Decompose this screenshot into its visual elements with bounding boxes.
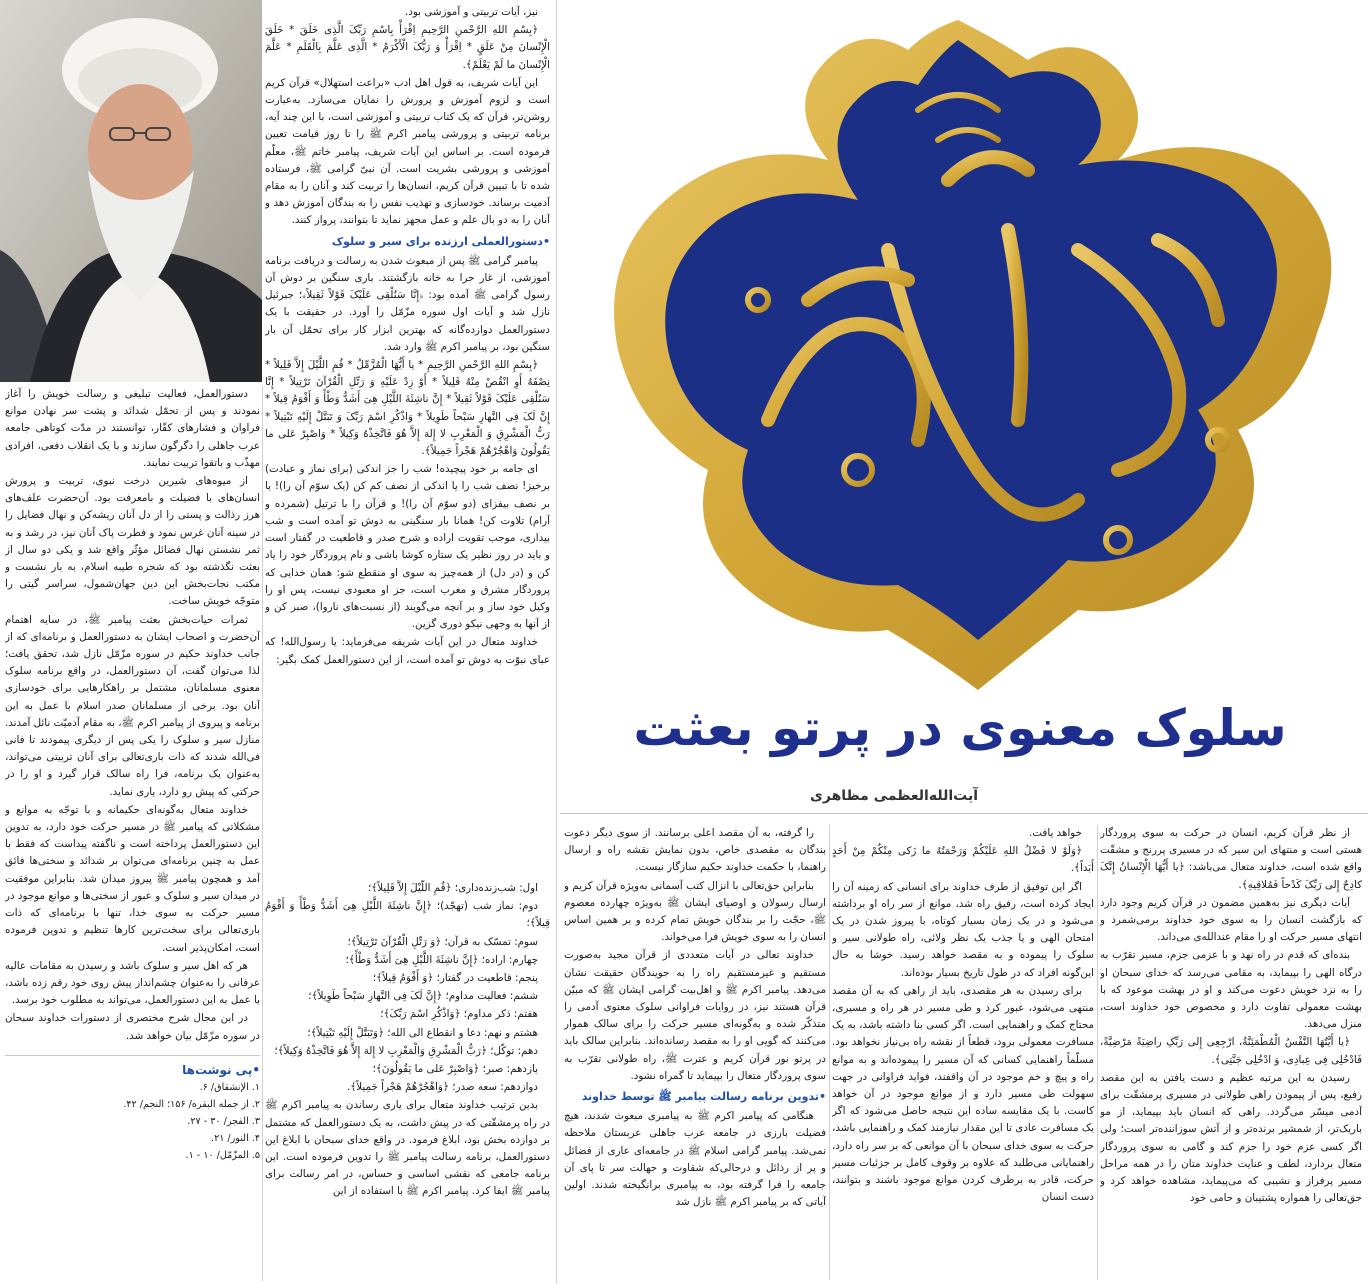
paragraph: بنده‌ای که قدم در راه نهد و با عزمی جزم، مسیر تقرّب به درگاه الهی را بپیماید، به مقامی می‌رسد که خدای سبحان او را به نزد خویش دعوت می‌کند و او در بهشت موعود که با بهشت معمولی تفاوت دارد و مخصوص خود خداوند است، منزل می‌دهد. [1100,949,1362,1031]
list-item: اول: شب‌زنده‌داری؛ ﴿قُمِ اللَّیْلَ إِلاَّ قَلِیلاً﴾؛ [367,882,538,894]
footnotes-heading: • پی نوشت‌ها [5,1055,260,1079]
paragraph: در این مجال شرح مختصری از دستورات خداوند سبحان در سوره مزّمّل بیان خواهد شد. [5,1012,260,1042]
article-title: سلوک معنوی در پرتو بعثت [633,699,1287,757]
footnote: ۳. الفجر/ ۳۰ - ۲۷. [187,1115,260,1127]
paragraph: هر که اهل سیر و سلوک باشد و رسیدن به مقامات عالیه عرفانی را به‌عنوان چشم‌انداز پیش روی خود رقم زده باشد، با عمل به این دستورالعمل، می‌تواند به مطلوب خود برسد. [5,959,260,1007]
column-e [564,825,826,1280]
paragraph: را گرفته، به آن مقصد اعلی برسانند. از سوی دیگر دعوت بندگان به مقصدی خاص، بدون نمایش نقشه راه و ارسال راهنما، با حکمت خداوند حکیم سازگار نیست. [564,827,826,874]
list-item: ششم: فعالیت مداوم؛ ﴿إِنَّ لَکَ فِی النَّهارِ سَبْحاً طَوِیلاً﴾؛ [308,990,538,1003]
paragraph: اگر این توفیق از طرف خداوند برای انسانی که زمینه آن را ایجاد کرده است، رفیق راه شد، موانع از سر راه او برداشته می‌شود و در یک زمان بسیار کوتاه، با پیروز شدن در یک امتحان الهی و یا جذب یک نظر ولائی، راه طولانی سیر و سلوک را پیموده و به مقصد خواهد رسید. خوشا به حال این‌گونه افراد که در طول تاریخ بسیار بوده‌اند. [832,880,1094,979]
author-name: آیت‌الله‌العظمی مظاهری [800,788,988,804]
paragraph: رسیدن به این مرتبه عظیم و دست یافتن به این مقصد رفیع، پس از پیمودن راهی طولانی در مسیری پرمشقّت برای آدمی میسّر می‌گردد. راهی که انسان باید بپیماید، از مو باریک‌تر، از شمشیر برنده‌تر و از آتش سوزاننده‌تر است؛ ولی اگر کسی عزم خود را جزم کند و گامی به سوی پروردگار متعال بردارد، لطف و عنایت خداوند متان را در همه مراحل مسیر پرفراز و نشیبی که می‌پیماید، مشاهده خواهد کرد و حق‌تعالی را همواره پشتیبان و حامی خود [1100,1071,1362,1205]
paragraph: بدین ترتیب خداوند متعال برای یاری رساندن به پیامبر اکرم ﷺ در راه پرمشقّتی که در پیش داشت، به یک دستورالعمل که مشتمل بر دوازده بخش بود، ابلاغ فرمود. در واقع خدای سبحان با ابلاغ این دستورالعمل، برنامه رسالت پیامبر ﷺ را تدوین فرموده است. این برنامه جامعی که نقشی اساسی و حساس، در امر رسالت برای پیامبر ﷺ ایفا کرد. پیامبر اکرم ﷺ با استفاده از این [265,1099,550,1198]
portrait-illustration [0,0,262,382]
paragraph: این آیات شریف، به قول اهل ادب «براعت استهلال» قرآن کریم است و لزوم آموزش و پرورش را نمایان می‌سازد. به‌عبارت روشن‌تر، قرآن که یک کتاب تربیتی و آموزشی است، با این چند آیه، برنامه تربیتی و پرورشی پیامبر اکرم ﷺ را تا روز قیامت تعیین فرموده است. بر اساس این آیات شریف، پیامبر خاتم ﷺ، معلّم آموزشی و پرورشی بشریت است. آن نبیّ گرامی ﷺ، فرستاده شده تا با تبیین قرآن کریم، انسان‌ها را تربیت کند و آنان را به مقام آدمیت برساند. خودسازی و تهذیب نفس را به بندگان آموزش دهد و آنان را به دو بال علم و عمل مجهز نماید تا بتوانند، پرواز کنند. [265,76,550,227]
column-divider [262,386,263,1281]
list-item: دوم: نماز شب (تهجّد)؛ ﴿إِنَّ ناشِئَةَ اللَّیْلِ هِیَ أَشَدُّ وَطْأً وَ أَقْوَمُ قِیلاً﴾؛ [265,900,550,930]
paragraph: پیامبر گرامی ﷺ پس از مبعوث شدن به رسالت و دریافت برنامه آموزشی، از غار حرا به خانه بازگشتند. باری سنگین بر دوش آن رسول گرامی ﷺ آمده بود: ﴿إِنَّا سَنُلْقِی عَلَیْکَ قَوْلاً ثَقِیلاً﴾؛ جبرئیل نازل شد و آیات اول سوره مزّمّل را آورد. در حقیقت با یک دستورالعمل دوازده‌گانه که بهترین ابزار کار برای تحمّل آن بار سنگین بود، بر پیامبر اکرم ﷺ وارد شد. [265,254,550,353]
paragraph: خداوند تعالی در آیات متعددی از قرآن مجید به‌صورت مستقیم و غیرمستقیم راه را به جویندگان حقیقت نشان می‌دهد. پیامبر اکرم ﷺ و اهل‌بیت گرامی ایشان ﷺ که مبیّن قرآن هستند نیز، در روایات فراوانی سلوک معنوی آدمی را متذکّر شده و به‌گونه‌ای مسیر حرکت را برای سالک هموار می‌کنند که گویی او را به مقصد رسانده‌اند. بنابراین سالک باید در پرتو نور قرآن کریم و عترت ﷺ، راه طولانی تقرّب به سوی پروردگار متعال را بپیماید تا گمراه نشود. [564,949,826,1082]
author-portrait [0,0,262,382]
column-divider [1097,825,1098,1280]
paragraph: از میوه‌های شیرین درخت نبوی، تربیت و پرورش انسان‌های با فضیلت و بامعرفت بود. آن‌حضرت علف‌های هرز رذالت و پستی را از دل آنان ریشه‌کن و نهال فضایل را در سینه آنان غرس نمود و فطرت پاک آنان نیز، در رشد و به ثمر نشستن نهال فضائل مؤثّر واقع شد و یکی دو سال از بعثت نگذشته بود که شجره طیبه اسلام، به بار نشست و مکتب نجات‌بخش این دین جهان‌شمول، سراسر گیتی را متوجّه خویش ساخت. [5,475,260,608]
column-b [5,386,260,1268]
list-item: پنجم: قاطعیت در گفتار؛ ﴿وَ أَقْوَمُ قِیلاً﴾؛ [372,972,538,985]
list-item: سوم: تمسّک به قرآن؛ ﴿وَ رَتِّلِ الْقُرْآنَ تَرْتِیلاً﴾؛ [347,935,538,948]
paragraph: بنابراین حق‌تعالی با انزال کتب آسمانی به‌ویژه قرآن کریم و ارسال رسولان و اوصیای ایشان ﷺ به‌ویژه چهارده معصوم ﷺ، حجّت را بر بندگان خویش تمام کرده و بر همین اساس انسان را به سوی خویش فرا می‌خواند. [564,879,826,944]
paragraph: نیز، آیات تربیتی و آموزشی بود. [404,6,538,18]
list-item: چهارم: اراده؛ ﴿إِنَّ ناشِئَةَ اللَّیْلِ هِیَ أَشَدُّ وَطْأً﴾؛ [345,953,538,966]
quran-verse: ﴿بِسْمِ اللهِ الرَّحْمنِ الرَّحِیمِ اِقْرَأْ بِاسْمِ رَبِّکَ الَّذِی خَلَقَ * خَلَقَ الْإِنْسانَ مِنْ عَلَقٍ * اِقْرَأْ وَ رَبُّکَ الْأَکْرَمُ * الَّذِی عَلَّمَ بِالْقَلَمِ * عَلَّمَ الْإِنْسانَ ما لَمْ یَعْلَمْ﴾. [265,24,550,71]
paragraph: برای رسیدن به هر مقصدی، باید از راهی که به آن مقصد منتهی می‌شود، عبور کرد و طی مسیر در هر راه و مسیری، محتاج کمک و راهنمایی است. اگر کسی بنا داشته باشد، به یک مسافرت معمولی برود، قطعاً از نقشه راه بی‌نیاز نخواهد بود. مسلّماً راهنمایی کسانی که آن مسیر را پیموده‌اند و به موانع راه و پیچ و خم موجود در آن واقفند، فواید فراوانی در جهت سهولت طی مسیر دارد و از موانع موجود در آن خواهد کاست. با یک مقایسه ساده این نتیجه حاصل می‌شود که اگر یک مسافرت عادی تا این مقدار نیازمند کمک و راهنمایی باشد، حرکت به سوی خدای سبحان با آن موانعی که بر سر راه دارد، راهنمایانی می‌طلبد که علاوه بر وقوف کامل بر جزئیات مسیر حرکت، قادر به برطرف کردن موانع موجود باشند و بتوانند، دست انسان [832,984,1094,1204]
hero-calligraphy [558,0,1370,790]
column-divider [556,0,557,1284]
column-f [265,880,550,1280]
column-divider [829,825,830,1280]
quran-verse: ﴿وَلَوْ لا فَضْلُ اللهِ عَلَیْکُمْ وَرَحْمَتُهُ ما زَکی مِنْکُمْ مِنْ أَحَدٍ أَبَداً﴾. [832,845,1094,875]
section-heading: • تدوین برنامه رسالت پیامبر ﷺ توسط خداوند [564,1088,826,1105]
paragraph: خداوند متعال به‌گونه‌ای حکیمانه و با توجّه به موانع و مشکلاتی که پیامبر ﷺ در مسیر حرکت خود دارد، به تدوین این دستورالعمل پرداخته است و ناگفته پیداست که فقط با عمل به چنین برنامه‌ای می‌توان بر شدائد و سختی‌ها فائق آمد و همچون پیامبر ﷺ پیروز میدان شد. بنابراین موفقیت در میدان سیر و سلوک و عبور از سختی‌ها و موانع موجود در مسیر حرکت به سوی خدا، تنها با برنامه‌ای که ذات باری‌تعالی برای سخت‌ترین کارها تنظیم و تدوین فرموده است، امکان‌پذیر است. [5,803,260,954]
byline [560,788,1368,814]
paragraph: ثمرات حیات‌بخش بعثت پیامبر ﷺ، در سایه اهتمام آن‌حضرت و اصحاب ایشان به دستورالعمل و برنامه‌ای که از جانب خداوند حکیم در سوره مزّمّل نازل شد، تحقق یافت؛ لذا می‌توان گفت، آن دستورالعمل، در واقع برنامه سلوک معنوی مسلمانان، مشتمل بر راهکارهایی برای خودسازی آنان بود. برخی از مسلمانان صدر اسلام با عمل به این برنامه و پیروی از پیامبر اکرم ﷺ، به مقام آدمیّت نائل آمدند. منازل سیر و سلوک را یکی پس از دیگری پیمودند تا فانی فی‌الله شدند که ذات باری‌تعالی برای آنان تربیتی می‌تواند، به‌عنوان یک برنامه، فرا راه سالک قرار گیرد و او را در حرکتی که پیش رو دارد، یاری نماید. [5,613,260,798]
list-item: دهم: توکّل؛ ﴿رَبُّ الْمَشْرِقِ وَالْمَغْرِبِ لا إِلهَ إِلاَّ هُوَ فَاتَّخِذْهُ وَکِیلاً﴾؛ [274,1044,538,1057]
column-c [1100,825,1362,1280]
section-heading: • دستورالعملی ارزنده برای سیر و سلوک [265,233,550,250]
quran-verse: ﴿یا أَیَّتُهَا النَّفْسُ الْمُطْمَئِنَّةُ، ارْجِعِی إِلی رَبِّکِ راضِیَةً مَرْضِیَّةً، فَادْخُلِی فِی عِبادِی، وَ ادْخُلِی جَنَّتِی﴾. [1100,1036,1362,1066]
paragraph: خداوند متعال در این آیات شریفه می‌فرماید: یا رسول‌الله! که عبای نبوّت به دوش تو آمده است، از این دستورالعمل کمک بگیر: [265,636,550,666]
quran-verse: ﴿بِسْمِ اللهِ الرَّحْمنِ الرَّحِیمِ * یا أَیُّهَا الْمُزَّمِّلُ * قُمِ اللَّیْلَ إِلاَّ قَلِیلاً * نِصْفَهُ أَوِ انْقُصْ مِنْهُ قَلِیلاً * أَوْ زِدْ عَلَیْهِ وَ رَتِّلِ الْقُرْآنَ تَرْتِیلاً * إِنَّا سَنُلْقِی عَلَیْکَ قَوْلاً ثَقِیلاً * إِنَّ ناشِئَةَ اللَّیْلِ هِیَ أَشَدُّ وَطْأً وَ أَقْوَمُ قِیلاً * إِنَّ لَکَ فِی النَّهارِ سَبْحاً طَوِیلاً * وَاذْکُرِ اسْمَ رَبِّکَ وَ تَبَتَّلْ إِلَیْهِ تَبْتِیلاً * رَبُّ الْمَشْرِقِ وَ الْمَغْرِبِ لا إِلهَ إِلاَّ هُوَ فَاتَّخِذْهُ وَکِیلاً * وَاصْبِرْ عَلی ما یَقُولُونَ وَاهْجُرْهُمْ هَجْراً جَمِیلاً﴾. [265,359,550,458]
column-d [832,825,1094,1280]
paragraph: دستورالعمل، فعالیت تبلیغی و رسالت خویش را آغاز نمودند و پس از تحمّل شدائد و پشت سر نهادن موانع فراوان و فشارهای کفّار، توانستند در مدّت کوتاهی جامعه عرب جاهلی را دگرگون سازند و با یک انقلاب دفعی، افرادی مهذّب و باتقوا تربیت نمایند. [5,388,260,469]
footnote: ۵. المزّمّل/ ۱۰ - ۱. [185,1149,260,1161]
footnote: ۴. النور/ ۲۱. [211,1132,260,1144]
paragraph: ای جامه بر خود پیچیده! شب را جز اندکی (برای نماز و عبادت) برخیز! نصف شب را یا اندکی از نصف کم کن (یک سوّم آن را)! یا بر نصف بیفزای (دو سوّم آن را)! و قرآن را با ترتیل (شمرده و آرام) تلاوت کن! همانا بار سنگینی به دوش تو آمده است و شب بیداری، موجب تقویت اراده و شرح صدر و قاطعیت در گفتار است و باید در روز نظیر یک ستاره کوشا باشی و نام پروردگار خود را یاد کن و (در دل) از همه‌چیز به سوی او منقطع شو: همان خدایی که پروردگار مشرق و مغرب است، جز او معبودی نیست، پس او را وکیل خود ساز و بر آنچه می‌گویند (از نسبت‌های ناروا)، صبر کن و از آنها به وجهی نیکو دوری گزین. [265,463,550,631]
paragraph: آیات دیگری نیز به‌همین مضمون در قرآن کریم وجود دارد که بازگشت انسان را به سوی خود خداوند برمی‌شمرد و انتهای مسیر حرکت او را مقام عندالله‌ی می‌داند. [1100,896,1362,944]
calligraphy-emblem [558,0,1370,700]
footnote: ۲. از جمله البقره/ ۱۵۶؛ النجم/ ۴۲. [123,1098,260,1110]
list-item: هفتم: ذکر مداوم؛ ﴿وَاذْکُرِ اسْمَ رَبِّکَ﴾؛ [380,1008,538,1021]
paragraph: هنگامی که پیامبر اکرم ﷺ به پیامبری مبعوث شدند، هیچ فضیلت بارزی در جامعه عرب جاهلی عربستان ملاحظه نمی‌شد. پیامبر گرامی اسلام ﷺ در جامعه‌ای عاری از فضائل و پر از رذائل و درحالی‌که شقاوت و جهالت سر تا پای آن جامعه را فرا گرفته بود، به پیامبری برانگیخته شدند. اولین آیاتی که بر پیامبر اکرم ﷺ نازل شد [564,1110,826,1209]
paragraph: از نظر قرآن کریم، انسان در حرکت به سوی پروردگار هستی است و منتهای این سیر که در مسیری پررنج و مشقّت واقع شده است، خداوند متعال می‌باشد: ﴿یا أَیُّهَا الْإِنْسانُ إِنَّکَ کادِحٌ إِلی رَبِّکَ کَدْحاً فَمُلاقِیهِ﴾. [1100,827,1362,891]
paragraph: خواهد یافت. [1029,827,1082,839]
list-item: دوازدهم: سعه صدر؛ ﴿وَاهْجُرْهُمْ هَجْراً جَمِیلاً﴾. [346,1081,538,1094]
list-item: هشتم و نهم: دعا و انقطاع الی الله؛ ﴿وَتَبَتَّلْ إِلَیْهِ تَبْتِیلاً﴾؛ [307,1026,538,1039]
footnote: ۱. الإنشقاق/ ۶. [199,1081,260,1093]
list-item: یازدهم: صبر؛ ﴿وَاصْبِرْ عَلی ما یَقُولُونَ﴾؛ [372,1063,538,1076]
